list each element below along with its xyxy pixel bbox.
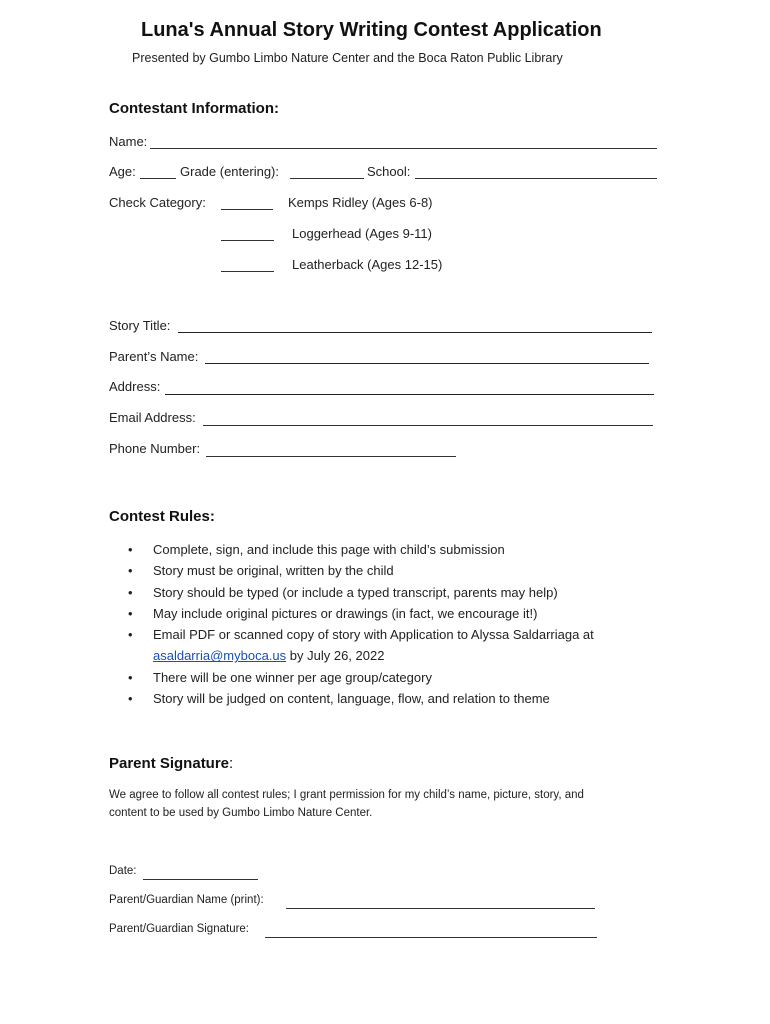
bullet-icon: • (128, 669, 133, 685)
category-checkbox-leatherback[interactable] (221, 271, 274, 272)
rules-list (128, 539, 594, 709)
category-option-loggerhead: Loggerhead (Ages 9-11) (292, 226, 432, 241)
phone-field[interactable] (206, 456, 456, 457)
age-label: Age: (109, 164, 136, 179)
agreement-text-line2: content to be used by Gumbo Limbo Nature Center. (109, 807, 373, 819)
school-label: School: (367, 164, 411, 179)
guardian-name-label: Parent/Guardian Name (print): (109, 894, 264, 906)
rule-item: • There will be one winner per age group/category (128, 667, 594, 688)
category-option-kemps: Kemps Ridley (Ages 6-8) (288, 195, 433, 210)
guardian-signature-field[interactable] (265, 937, 597, 938)
category-label: Check Category: (109, 195, 206, 210)
parent-name-field[interactable] (205, 363, 649, 364)
page-subtitle: Presented by Gumbo Limbo Nature Center and the Boca Raton Public Library (132, 51, 563, 65)
email-label: Email Address: (109, 410, 196, 425)
school-field[interactable] (415, 178, 657, 179)
contestant-info-heading: Contestant Information: (109, 100, 279, 117)
category-option-leatherback: Leatherback (Ages 12-15) (292, 257, 443, 272)
bullet-icon: • (128, 563, 133, 579)
rule-item: • Complete, sign, and include this page with child’s submission (128, 539, 594, 560)
rule-item: • May include original pictures or drawings (in fact, we encourage it!) (128, 603, 594, 624)
contact-email-link[interactable]: asaldarria@myboca.us (153, 648, 287, 664)
name-label: Name: (109, 134, 148, 149)
deadline-text: by July 26, 2022 (286, 648, 385, 664)
age-field[interactable] (140, 178, 176, 179)
rule-item: • Email PDF or scanned copy of story with Application to Alyssa Saldarriaga at asaldarria@myboca.us by July 26, 2022 (128, 624, 594, 667)
guardian-signature-label: Parent/Guardian Signature: (109, 923, 250, 935)
phone-label: Phone Number: (109, 441, 201, 456)
email-field[interactable] (203, 425, 653, 426)
address-label: Address: (109, 379, 161, 394)
category-checkbox-loggerhead[interactable] (221, 240, 274, 241)
parent-name-label: Parent’s Name: (109, 349, 199, 364)
agreement-text-line1: We agree to follow all contest rules; I grant permission for my child’s name, picture, story, and (109, 789, 584, 801)
contest-rules-heading: Contest Rules: (109, 508, 215, 525)
guardian-name-field[interactable] (286, 908, 595, 909)
date-label: Date: (109, 865, 137, 877)
bullet-icon: • (128, 691, 133, 707)
name-field[interactable] (150, 148, 657, 149)
rule-item: • Story will be judged on content, language, flow, and relation to theme (128, 688, 594, 709)
story-title-label: Story Title: (109, 318, 171, 333)
date-field[interactable] (143, 879, 258, 880)
bullet-icon: • (128, 542, 133, 557)
bullet-icon: • (128, 627, 133, 643)
address-field[interactable] (165, 394, 654, 395)
grade-field[interactable] (290, 178, 364, 179)
rule-item: • Story must be original, written by the child (128, 560, 594, 581)
grade-label: Grade (entering): (180, 164, 279, 179)
parent-signature-heading: Parent Signature: (109, 755, 234, 772)
story-title-field[interactable] (178, 332, 652, 333)
bullet-icon: • (128, 584, 133, 600)
page-title: Luna's Annual Story Writing Contest Application (141, 19, 602, 41)
category-checkbox-kemps[interactable] (221, 209, 273, 210)
bullet-icon: • (128, 605, 133, 621)
rule-item: • Story should be typed (or include a typed transcript, parents may help) (128, 582, 594, 603)
